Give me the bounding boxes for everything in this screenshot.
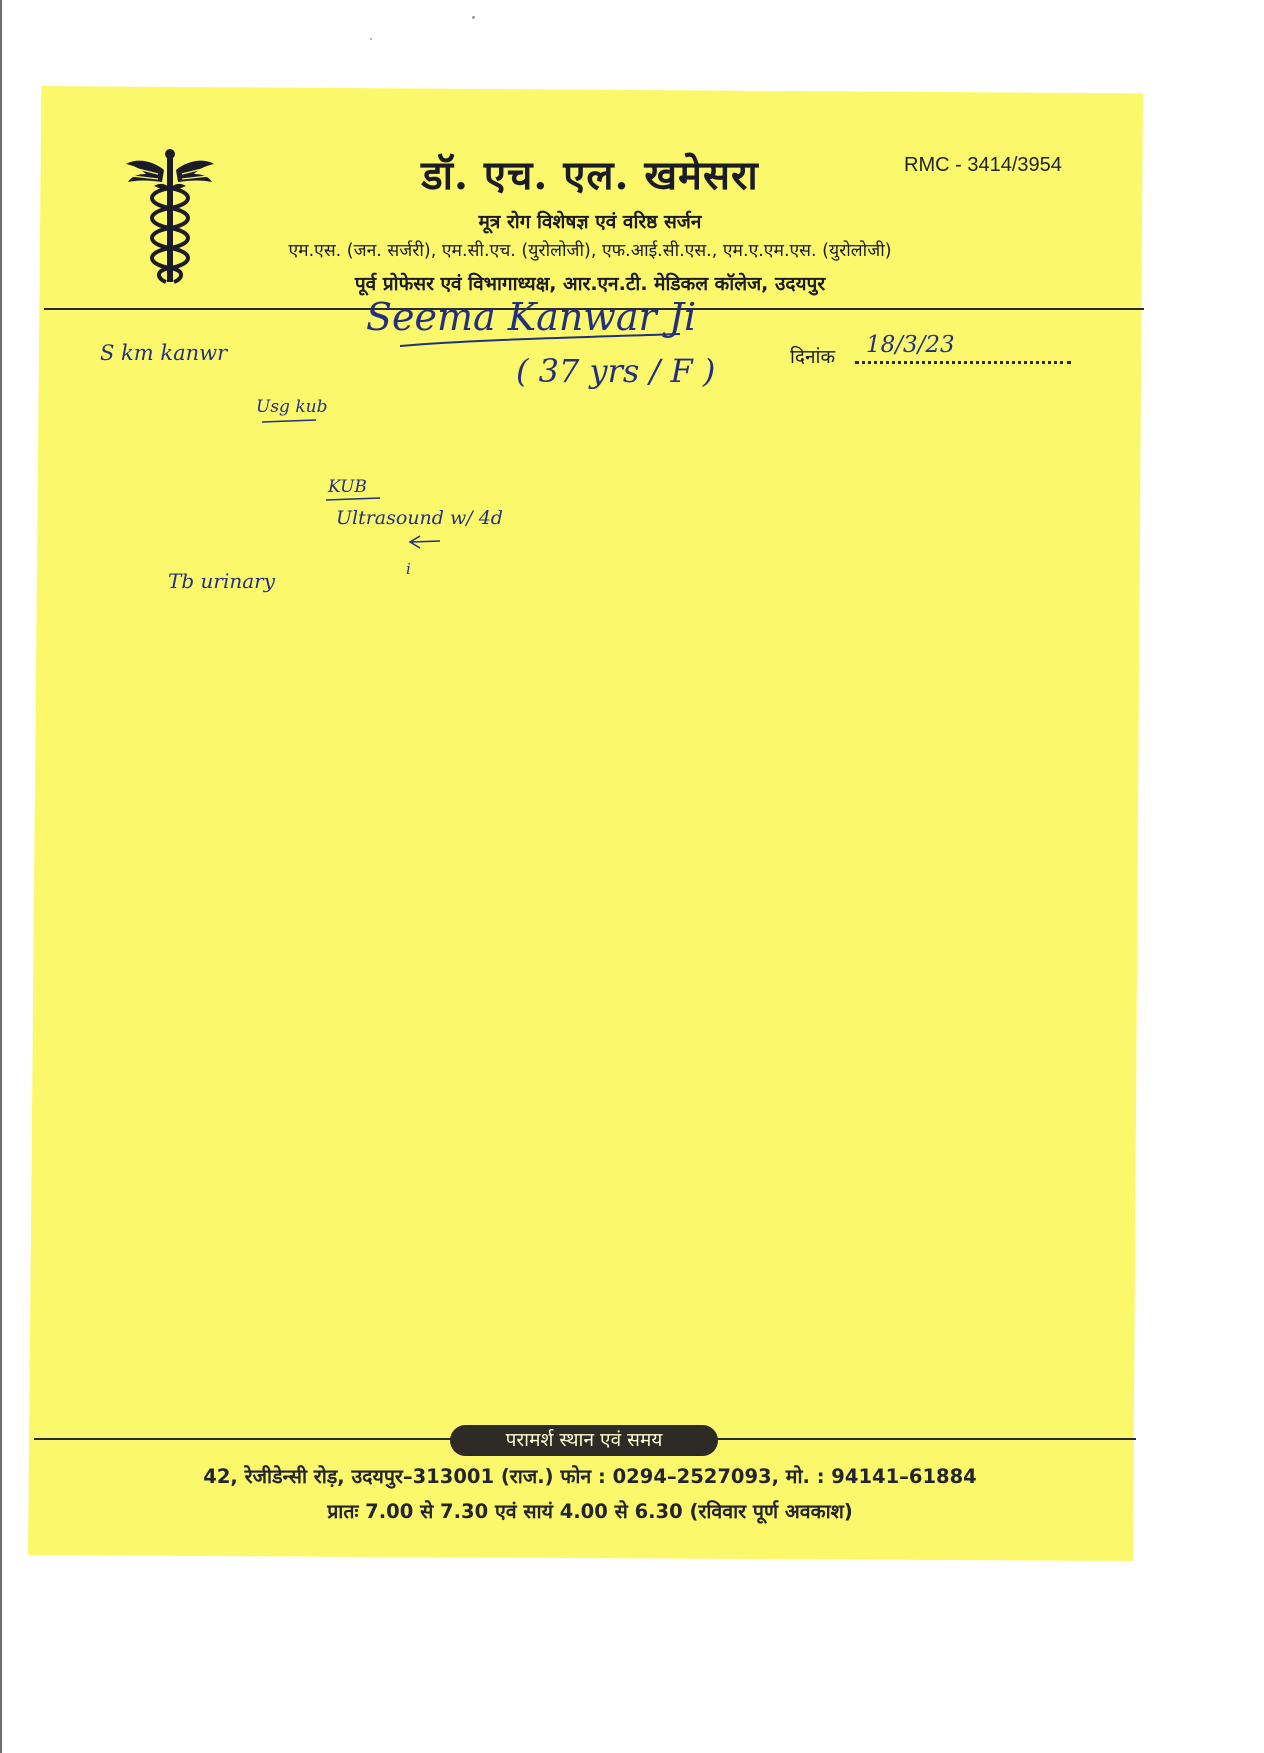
handwritten-note-3: KUB: [328, 477, 367, 497]
handwritten-mark: i: [406, 560, 411, 578]
caduceus-icon: [124, 148, 216, 288]
handwritten-patient-name: Seema Kanwar Ji: [366, 295, 697, 339]
scan-speck: [472, 16, 475, 19]
specialty-line: मूत्र रोग विशेषज्ञ एवं वरिष्ठ सर्जन: [478, 211, 702, 233]
handwritten-note-1: S km kanwr: [100, 341, 228, 365]
footer-badge: परामर्श स्थान एवं समय: [450, 1425, 718, 1456]
handwritten-note-5: Tb urinary: [168, 569, 276, 593]
doctor-name: डॉ. एच. एल. खमेसरा: [421, 152, 759, 199]
scan-edge: [0, 0, 2, 1753]
footer-hours: प्रातः 7.00 से 7.30 एवं सायं 4.00 से 6.30 (रविवार पूर्ण अवकाश): [327, 1500, 853, 1523]
scan-speck: [370, 38, 372, 40]
handwritten-age-sex: ( 37 yrs / F ): [516, 352, 716, 390]
date-dotted-line: [855, 361, 1071, 364]
degrees-line: एम.एस. (जन. सर्जरी), एम.सी.एच. (युरोलोजी), एफ.आई.सी.एस., एम.ए.एम.एस. (युरोलोजी): [288, 241, 892, 261]
date-label: दिनांक: [790, 346, 836, 368]
handwritten-note-2: Usg kub: [256, 397, 328, 417]
footer-address: 42, रेजीडेन्सी रोड़, उदयपुर–313001 (राज.) फोन : 0294–2527093, मो. : 94141–61884: [203, 1465, 977, 1488]
header-divider: [44, 308, 1144, 310]
handwritten-date: 18/3/23: [866, 332, 955, 358]
handwritten-note-4: Ultrasound w/ 4d: [336, 507, 503, 529]
registration-number: RMC - 3414/3954: [904, 154, 1062, 176]
former-post-line: पूर्व प्रोफेसर एवं विभागाध्यक्ष, आर.एन.टी. मेडिकल कॉलेज, उदयपुर: [354, 273, 826, 295]
